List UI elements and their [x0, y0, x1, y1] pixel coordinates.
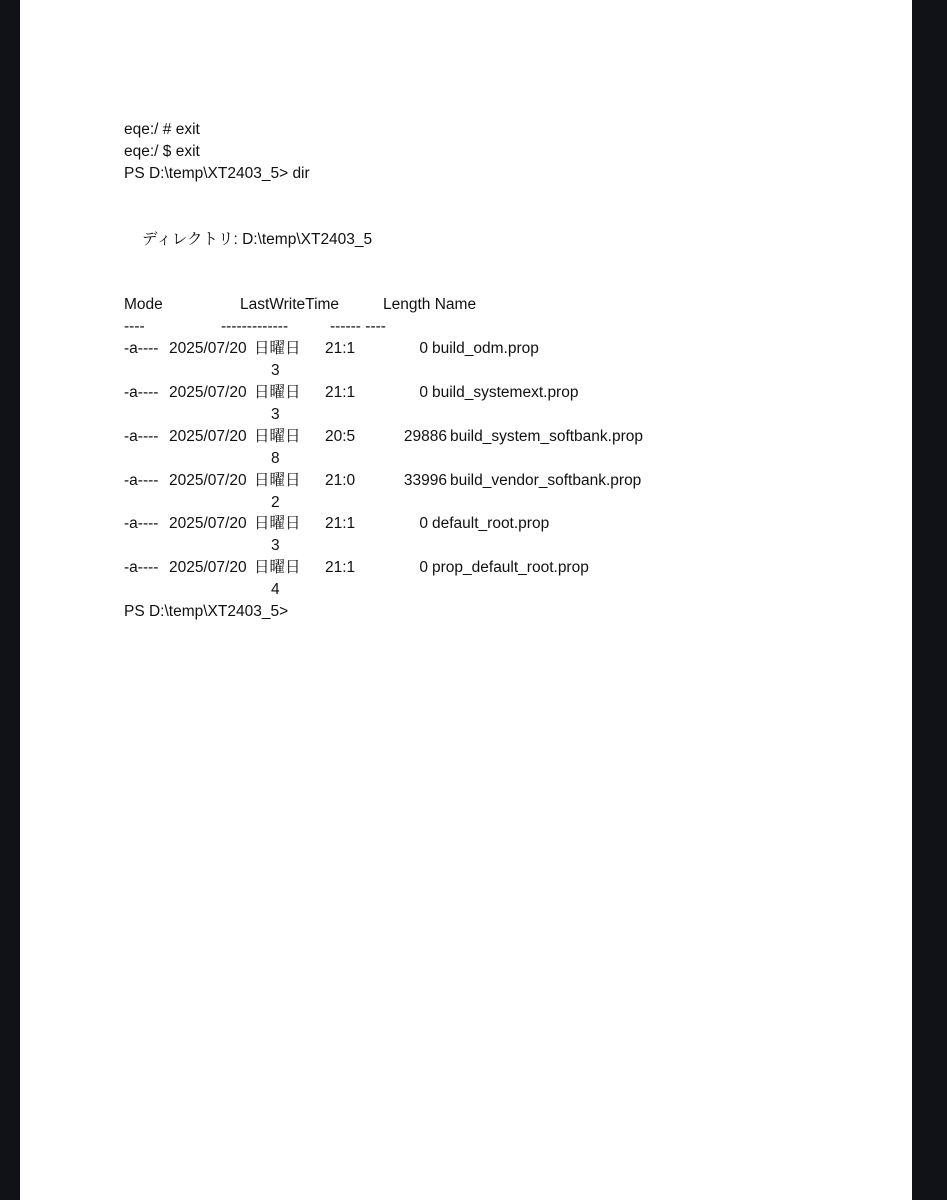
- row-date: 2025/07/20: [169, 384, 247, 401]
- row-name: build_vendor_softbank.prop: [450, 472, 642, 489]
- row-length: 0: [419, 515, 428, 532]
- row-mode: -a----: [124, 384, 159, 401]
- row-day: 日曜日: [254, 472, 301, 489]
- row-day: 日曜日: [254, 384, 301, 401]
- row-name: build_system_softbank.prop: [450, 428, 644, 445]
- row-time: 21:1: [325, 384, 356, 401]
- row-day-wrap: 3: [271, 362, 280, 379]
- row-mode: -a----: [124, 428, 159, 445]
- row-time: 21:0: [325, 472, 356, 489]
- separator-length-name: ------ ----: [330, 318, 386, 335]
- row-day: 日曜日: [254, 515, 301, 532]
- command-line-3: PS D:\temp\XT2403_5> dir: [124, 165, 310, 182]
- row-date: 2025/07/20: [169, 559, 247, 576]
- row-date: 2025/07/20: [169, 472, 247, 489]
- final-prompt: PS D:\temp\XT2403_5>: [124, 603, 289, 620]
- row-name: build_odm.prop: [432, 340, 539, 357]
- row-name: build_systemext.prop: [432, 384, 579, 401]
- row-time: 20:5: [325, 428, 356, 445]
- row-date: 2025/07/20: [169, 515, 247, 532]
- row-time: 21:1: [325, 559, 356, 576]
- row-day-wrap: 3: [271, 537, 280, 554]
- header-length-name: Length Name: [383, 296, 477, 313]
- row-date: 2025/07/20: [169, 340, 247, 357]
- header-mode: Mode: [124, 296, 163, 313]
- row-length: 0: [419, 559, 428, 576]
- command-line-1: eqe:/ # exit: [124, 121, 200, 138]
- row-day: 日曜日: [254, 428, 301, 445]
- row-time: 21:1: [325, 515, 356, 532]
- row-day-wrap: 3: [271, 406, 280, 423]
- row-length: 33996: [403, 472, 447, 489]
- row-length: 0: [419, 384, 428, 401]
- row-day: 日曜日: [254, 559, 301, 576]
- row-length: 29886: [403, 428, 447, 445]
- directory-label: ディレクトリ: D:\temp\XT2403_5: [142, 231, 373, 248]
- row-name: default_root.prop: [432, 515, 550, 532]
- command-line-2: eqe:/ $ exit: [124, 143, 200, 160]
- row-day: 日曜日: [254, 340, 301, 357]
- header-lastwritetime: LastWriteTime: [240, 296, 340, 313]
- row-mode: -a----: [124, 340, 159, 357]
- separator-mode: ----: [124, 318, 145, 335]
- document-page: [20, 0, 912, 1200]
- row-length: 0: [419, 340, 428, 357]
- row-mode: -a----: [124, 472, 159, 489]
- row-mode: -a----: [124, 515, 159, 532]
- row-day-wrap: 2: [271, 494, 280, 511]
- row-time: 21:1: [325, 340, 356, 357]
- row-date: 2025/07/20: [169, 428, 247, 445]
- row-day-wrap: 8: [271, 450, 280, 467]
- row-day-wrap: 4: [271, 581, 280, 598]
- row-name: prop_default_root.prop: [432, 559, 589, 576]
- separator-lastwritetime: -------------: [221, 318, 289, 335]
- row-mode: -a----: [124, 559, 159, 576]
